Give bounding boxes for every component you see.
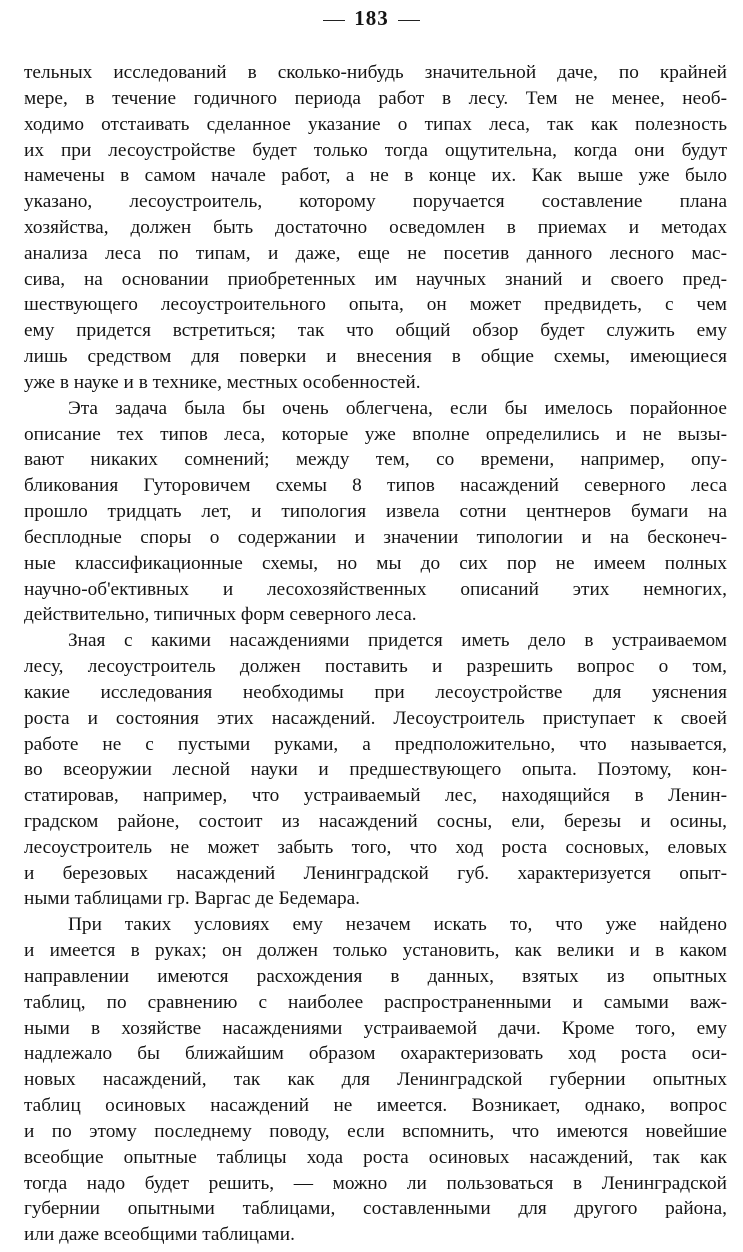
text-line: уже в науке и в технике, местных особенностей. [24,371,421,393]
text-line: или даже всеобщими таблицами. [24,1224,295,1246]
text-line: направлении имеются расхождения в данных, взятых из опытных [24,965,727,987]
text-line: и по этому последнему поводу, если вспомнить, что имеются новейшие [24,1120,727,1142]
text-line: надлежало бы ближайшим образом охарактеризовать ход роста оси- [24,1043,727,1065]
text-line: всеобщие опытные таблицы хода роста осиновых насаждений, так как [24,1146,727,1168]
text-line: бесплодные споры о содержании и значении типологии и на бесконеч- [24,526,727,548]
page-header [0,6,743,31]
text-line: роста и состояния этих насаждений. Лесоустроитель приступает к своей [24,707,727,729]
page-number: 183 [354,6,389,30]
text-line: новых насаждений, так как для Ленинградской губернии опытных [24,1069,727,1091]
text-line: тогда надо будет решить, — можно ли пользоваться в Ленинградской [24,1172,727,1194]
text-line: сива, на основании приобретенных им научных знаний и своего пред- [24,268,727,290]
text-line: работе не с пустыми руками, а предположительно, что называется, [24,733,727,755]
text-line: и березовых насаждений Ленинградской губ. характеризуется опыт- [24,862,727,884]
text-line: научно-об'ективных и лесохозяйственных описаний этих немногих, [24,578,727,600]
text-line: вают никаких сомнений; между тем, со времени, например, опу- [24,449,727,471]
text-line: шествующего лесоустроительного опыта, он может предвидеть, с чем [24,294,727,316]
header-dash-right [398,20,420,21]
text-line: таблиц, по сравнению с наиболее распространенными и самыми важ- [24,991,727,1013]
text-line: анализа леса по типам, и даже, еще не посетив данного лесного мас- [24,242,727,264]
text-line: бликования Гуторовичем схемы 8 типов насаждений северного леса [24,475,727,497]
text-line: их при лесоустройстве будет только тогда ощутительна, когда они будут [24,139,727,161]
text-line: тельных исследований в сколько-нибудь значительной даче, по крайней [24,62,727,83]
text-line: таблиц осиновых насаждений не имеется. Возникает, однако, вопрос [24,1095,727,1116]
text-line: хозяйства, должен быть достаточно осведомлен в приемах и методах [24,217,727,238]
text-line: ными в хозяйстве насаждениями устраиваемой дачи. Кроме того, ему [24,1017,727,1039]
text-line: действительно, типичных форм северного леса. [24,604,417,626]
text-line: описание тех типов леса, которые уже вполне определились и не вызы- [24,423,727,445]
text-line: ходимо отстаивать сделанное указание о типах леса, так как полезность [24,113,727,135]
text-line: лесоустроитель не может забыть того, что ход роста сосновых, еловых [24,836,727,858]
text-line: ными таблицами гр. Варгас де Бедемара. [24,888,360,910]
header-dash-left [323,20,345,21]
text-line: намечены в самом начале работ, а не в конце их. Как выше уже было [24,165,727,187]
text-line: какие исследования необходимы при лесоустройстве для уяснения [24,681,727,703]
text-line: лишь средством для поверки и внесения в общие схемы, имеющиеся [24,346,727,368]
paragraph-first-line: Эта задача была бы очень облегчена, если бы имелось порайонное [68,397,727,419]
text-line: статировав, например, что устраиваемый лес, находящийся в Ленин- [24,785,727,807]
paragraph-first-line: Зная с какими насаждениями придется иметь дело в устраиваемом [68,630,727,652]
text-line: прошло тридцать лет, и типология извела сотни центнеров бумаги на [24,501,727,522]
text-line: во всеоружии лесной науки и предшествующего опыта. Поэтому, кон- [24,759,727,781]
text-line: мере, в течение годичного периода работ в лесу. Тем не менее, необ- [24,87,727,109]
text-line: губернии опытными таблицами, составленными для другого района, [24,1198,727,1220]
paragraph-first-line: При таких условиях ему незачем искать то, что уже найдено [68,914,727,936]
text-line: и имеется в руках; он должен только установить, как велики и в каком [24,940,727,962]
text-line: градском районе, состоит из насаждений сосны, ели, березы и осины, [24,811,727,832]
text-line: ему придется встретиться; так что общий обзор будет служить ему [24,320,727,342]
text-line: ные классификационные схемы, но мы до сих пор не имеем полных [24,552,727,574]
text-line: указано, лесоустроитель, которому поручается составление плана [24,191,727,213]
text-line: лесу, лесоустроитель должен поставить и разрешить вопрос о том, [24,656,727,677]
